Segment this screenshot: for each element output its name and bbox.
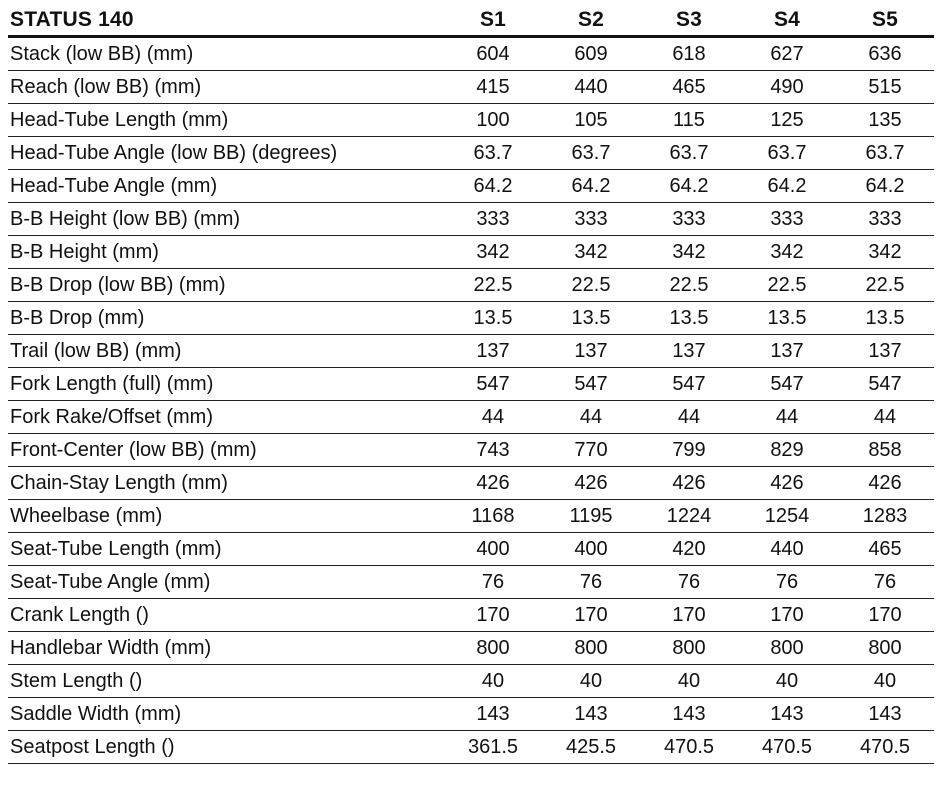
row-label: Head-Tube Length (mm) — [8, 104, 444, 137]
cell-value: 137 — [542, 335, 640, 368]
cell-value: 13.5 — [444, 302, 542, 335]
cell-value: 64.2 — [444, 170, 542, 203]
cell-value: 547 — [542, 368, 640, 401]
cell-value: 170 — [640, 599, 738, 632]
cell-value: 143 — [444, 698, 542, 731]
cell-value: 636 — [836, 37, 934, 71]
row-label: Fork Length (full) (mm) — [8, 368, 444, 401]
row-label: Chain-Stay Length (mm) — [8, 467, 444, 500]
cell-value: 137 — [738, 335, 836, 368]
size-header: S2 — [542, 5, 640, 37]
cell-value: 22.5 — [444, 269, 542, 302]
cell-value: 609 — [542, 37, 640, 71]
cell-value: 76 — [640, 566, 738, 599]
cell-value: 40 — [542, 665, 640, 698]
table-row — [8, 467, 934, 500]
cell-value: 333 — [836, 203, 934, 236]
cell-value: 22.5 — [640, 269, 738, 302]
cell-value: 490 — [738, 71, 836, 104]
table-row — [8, 698, 934, 731]
cell-value: 1195 — [542, 500, 640, 533]
cell-value: 415 — [444, 71, 542, 104]
cell-value: 426 — [444, 467, 542, 500]
cell-value: 829 — [738, 434, 836, 467]
cell-value: 342 — [836, 236, 934, 269]
table-row — [8, 37, 934, 71]
geometry-table — [8, 5, 934, 764]
cell-value: 13.5 — [640, 302, 738, 335]
table-row — [8, 566, 934, 599]
cell-value: 76 — [836, 566, 934, 599]
cell-value: 420 — [640, 533, 738, 566]
cell-value: 13.5 — [738, 302, 836, 335]
cell-value: 170 — [444, 599, 542, 632]
cell-value: 63.7 — [444, 137, 542, 170]
table-row — [8, 632, 934, 665]
table-row — [8, 401, 934, 434]
cell-value: 400 — [542, 533, 640, 566]
cell-value: 170 — [836, 599, 934, 632]
table-row — [8, 104, 934, 137]
cell-value: 44 — [542, 401, 640, 434]
row-label: Seat-Tube Length (mm) — [8, 533, 444, 566]
cell-value: 143 — [640, 698, 738, 731]
cell-value: 137 — [836, 335, 934, 368]
cell-value: 125 — [738, 104, 836, 137]
row-label: B-B Drop (low BB) (mm) — [8, 269, 444, 302]
table-row — [8, 71, 934, 104]
table-body — [8, 37, 934, 764]
row-label: Wheelbase (mm) — [8, 500, 444, 533]
table-row — [8, 170, 934, 203]
cell-value: 547 — [444, 368, 542, 401]
row-label: Fork Rake/Offset (mm) — [8, 401, 444, 434]
cell-value: 800 — [640, 632, 738, 665]
cell-value: 547 — [640, 368, 738, 401]
cell-value: 426 — [542, 467, 640, 500]
row-label: B-B Drop (mm) — [8, 302, 444, 335]
cell-value: 76 — [542, 566, 640, 599]
cell-value: 1283 — [836, 500, 934, 533]
cell-value: 361.5 — [444, 731, 542, 764]
cell-value: 137 — [444, 335, 542, 368]
row-label: Head-Tube Angle (low BB) (degrees) — [8, 137, 444, 170]
cell-value: 333 — [738, 203, 836, 236]
cell-value: 135 — [836, 104, 934, 137]
row-label: Head-Tube Angle (mm) — [8, 170, 444, 203]
cell-value: 743 — [444, 434, 542, 467]
cell-value: 44 — [738, 401, 836, 434]
row-label: Seat-Tube Angle (mm) — [8, 566, 444, 599]
cell-value: 64.2 — [836, 170, 934, 203]
cell-value: 170 — [542, 599, 640, 632]
cell-value: 44 — [640, 401, 738, 434]
table-row — [8, 203, 934, 236]
cell-value: 440 — [542, 71, 640, 104]
cell-value: 426 — [836, 467, 934, 500]
row-label: Saddle Width (mm) — [8, 698, 444, 731]
cell-value: 333 — [640, 203, 738, 236]
table-row — [8, 368, 934, 401]
header-row — [8, 5, 934, 37]
cell-value: 22.5 — [738, 269, 836, 302]
cell-value: 426 — [738, 467, 836, 500]
cell-value: 22.5 — [836, 269, 934, 302]
cell-value: 342 — [542, 236, 640, 269]
table-header — [8, 5, 934, 37]
cell-value: 40 — [738, 665, 836, 698]
cell-value: 470.5 — [738, 731, 836, 764]
cell-value: 64.2 — [542, 170, 640, 203]
cell-value: 76 — [738, 566, 836, 599]
cell-value: 465 — [836, 533, 934, 566]
table-row — [8, 335, 934, 368]
cell-value: 627 — [738, 37, 836, 71]
cell-value: 618 — [640, 37, 738, 71]
row-label: B-B Height (mm) — [8, 236, 444, 269]
cell-value: 799 — [640, 434, 738, 467]
cell-value: 342 — [444, 236, 542, 269]
cell-value: 858 — [836, 434, 934, 467]
size-header: S5 — [836, 5, 934, 37]
cell-value: 770 — [542, 434, 640, 467]
cell-value: 333 — [444, 203, 542, 236]
cell-value: 800 — [738, 632, 836, 665]
row-label: B-B Height (low BB) (mm) — [8, 203, 444, 236]
cell-value: 800 — [836, 632, 934, 665]
cell-value: 547 — [836, 368, 934, 401]
row-label: Reach (low BB) (mm) — [8, 71, 444, 104]
cell-value: 425.5 — [542, 731, 640, 764]
table-row — [8, 599, 934, 632]
row-label: Stack (low BB) (mm) — [8, 37, 444, 71]
cell-value: 1224 — [640, 500, 738, 533]
cell-value: 44 — [444, 401, 542, 434]
cell-value: 400 — [444, 533, 542, 566]
cell-value: 342 — [640, 236, 738, 269]
table-row — [8, 269, 934, 302]
table-row — [8, 731, 934, 764]
cell-value: 63.7 — [836, 137, 934, 170]
cell-value: 1168 — [444, 500, 542, 533]
row-label: Stem Length () — [8, 665, 444, 698]
cell-value: 44 — [836, 401, 934, 434]
cell-value: 440 — [738, 533, 836, 566]
cell-value: 64.2 — [738, 170, 836, 203]
cell-value: 137 — [640, 335, 738, 368]
cell-value: 40 — [836, 665, 934, 698]
cell-value: 470.5 — [836, 731, 934, 764]
row-label: Handlebar Width (mm) — [8, 632, 444, 665]
cell-value: 170 — [738, 599, 836, 632]
table-row — [8, 665, 934, 698]
cell-value: 143 — [738, 698, 836, 731]
row-label: Seatpost Length () — [8, 731, 444, 764]
cell-value: 63.7 — [738, 137, 836, 170]
cell-value: 342 — [738, 236, 836, 269]
cell-value: 470.5 — [640, 731, 738, 764]
table-row — [8, 434, 934, 467]
cell-value: 800 — [542, 632, 640, 665]
cell-value: 515 — [836, 71, 934, 104]
cell-value: 333 — [542, 203, 640, 236]
table-row — [8, 500, 934, 533]
cell-value: 13.5 — [836, 302, 934, 335]
cell-value: 22.5 — [542, 269, 640, 302]
cell-value: 143 — [542, 698, 640, 731]
row-label: Crank Length () — [8, 599, 444, 632]
cell-value: 115 — [640, 104, 738, 137]
cell-value: 13.5 — [542, 302, 640, 335]
cell-value: 426 — [640, 467, 738, 500]
cell-value: 465 — [640, 71, 738, 104]
cell-value: 40 — [640, 665, 738, 698]
cell-value: 143 — [836, 698, 934, 731]
table-row — [8, 137, 934, 170]
cell-value: 105 — [542, 104, 640, 137]
cell-value: 40 — [444, 665, 542, 698]
cell-value: 63.7 — [640, 137, 738, 170]
table-row — [8, 302, 934, 335]
size-header: S1 — [444, 5, 542, 37]
row-label: Trail (low BB) (mm) — [8, 335, 444, 368]
cell-value: 547 — [738, 368, 836, 401]
cell-value: 604 — [444, 37, 542, 71]
table-row — [8, 533, 934, 566]
size-header: S4 — [738, 5, 836, 37]
table-title: STATUS 140 — [8, 5, 444, 37]
cell-value: 1254 — [738, 500, 836, 533]
cell-value: 64.2 — [640, 170, 738, 203]
table-row — [8, 236, 934, 269]
cell-value: 100 — [444, 104, 542, 137]
size-header: S3 — [640, 5, 738, 37]
cell-value: 800 — [444, 632, 542, 665]
row-label: Front-Center (low BB) (mm) — [8, 434, 444, 467]
cell-value: 76 — [444, 566, 542, 599]
cell-value: 63.7 — [542, 137, 640, 170]
